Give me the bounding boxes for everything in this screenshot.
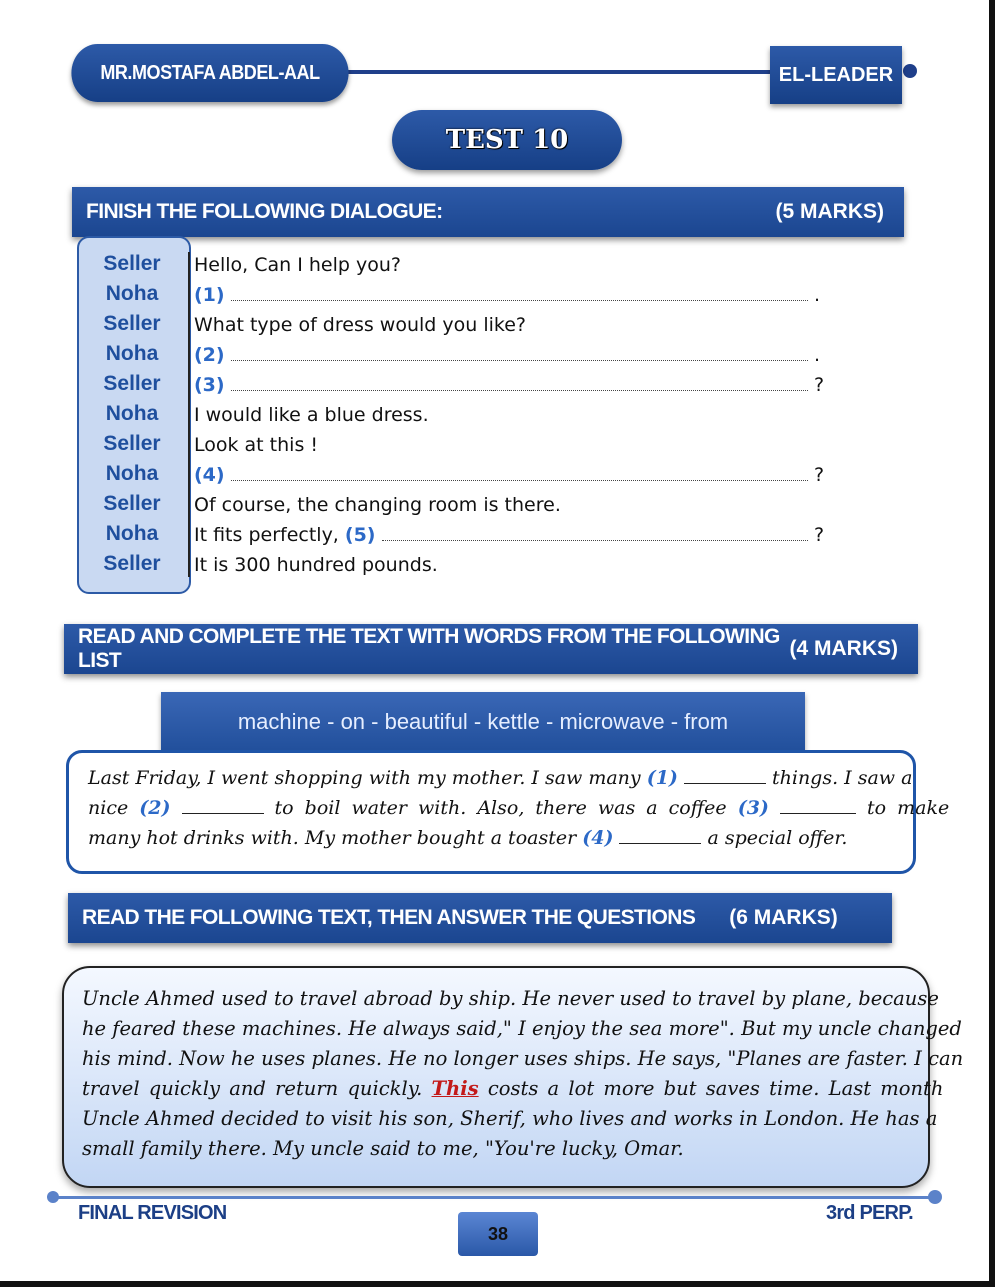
dialogue-line: It is 300 hundred pounds. (194, 554, 438, 576)
highlighted-word: This (431, 1077, 479, 1100)
dialogue-line: Hello, Can I help you? (194, 254, 401, 276)
speaker-label: Noha (105, 522, 159, 545)
footer-dot-left (47, 1191, 59, 1203)
completion-line-2: nice (2) to boil water with. Also, there was a coffee (3) to make (88, 797, 950, 819)
footer-left-label: FINAL REVISION (78, 1202, 227, 1224)
speaker-label: Seller (103, 372, 161, 395)
dialogue-line: (1) . (194, 284, 821, 306)
dialogue-divider (188, 252, 190, 577)
answer-blank (231, 346, 808, 361)
dialogue-line: Of course, the changing room is there. (194, 494, 561, 516)
dialogue-line: Look at this ! (194, 434, 319, 456)
footer-rule (52, 1196, 932, 1199)
section1-marks: (5 MARKS) (775, 200, 884, 223)
teacher-name: MR.MOSTAFA ABDEL-AAL (71, 44, 348, 102)
answer-blank (382, 526, 808, 541)
dialogue-line: What type of dress would you like? (194, 314, 526, 336)
word-list: machine - on - beautiful - kettle - microwave - from (161, 692, 805, 752)
brand-label: EL-LEADER (770, 46, 902, 104)
section1-header (72, 187, 904, 237)
speaker-label: Noha (105, 342, 159, 365)
section1-title: FINISH THE FOLLOWING DIALOGUE: (86, 200, 443, 223)
speaker-label: Seller (103, 552, 161, 575)
completion-line-1: Last Friday, I went shopping with my mother. I saw many (1) things. I saw a (88, 767, 913, 789)
answer-blank (231, 286, 808, 301)
dialogue-line: (4) ? (194, 464, 825, 486)
passage-line: Uncle Ahmed used to travel abroad by ship. He never used to travel by plane, because (82, 987, 939, 1010)
dialogue-line: I would like a blue dress. (194, 404, 429, 426)
section2-header (64, 624, 918, 674)
section2-title: READ AND COMPLETE THE TEXT WITH WORDS FROM THE FOLLOWING LIST (78, 625, 780, 672)
speaker-label: Seller (103, 432, 161, 455)
passage-line: small family there. My uncle said to me, "You're lucky, Omar. (82, 1137, 684, 1160)
passage-line: his mind. Now he uses planes. He no longer uses ships. He says, "Planes are faster. I can (82, 1047, 964, 1070)
answer-blank (231, 376, 808, 391)
passage-line: he feared these machines. He always said," I enjoy the sea more". But my uncle changed (82, 1017, 962, 1040)
passage-line: Uncle Ahmed decided to visit his son, Sherif, who lives and works in London. He has a (82, 1107, 938, 1130)
dialogue-line: It fits perfectly, (5) ? (194, 524, 825, 546)
dialogue-line: (3) ? (194, 374, 825, 396)
speaker-label: Seller (103, 492, 161, 515)
footer-right-label: 3rd PERP. (826, 1202, 913, 1224)
speaker-label: Noha (105, 282, 159, 305)
speaker-label: Seller (103, 252, 161, 275)
answer-blank (231, 466, 808, 481)
speaker-label: Noha (105, 462, 159, 485)
section3-marks: (6 MARKS) (729, 906, 838, 929)
dialogue-line: (2) . (194, 344, 821, 366)
header-dot (903, 64, 917, 78)
section2-marks: (4 MARKS) (789, 637, 898, 660)
speaker-label: Seller (103, 312, 161, 335)
passage-line: travel quickly and return quickly. This costs a lot more but saves time. Last month (82, 1077, 944, 1100)
page-number: 38 (458, 1212, 538, 1256)
section3-title: READ THE FOLLOWING TEXT, THEN ANSWER THE QUESTIONS (82, 906, 696, 929)
test-title: TEST 10 (392, 110, 622, 170)
footer-dot-right (928, 1190, 942, 1204)
completion-line-3: many hot drinks with. My mother bought a toaster (4) a special offer. (88, 827, 848, 849)
section3-header (68, 893, 892, 943)
speaker-label: Noha (105, 402, 159, 425)
header-rule (330, 70, 810, 74)
